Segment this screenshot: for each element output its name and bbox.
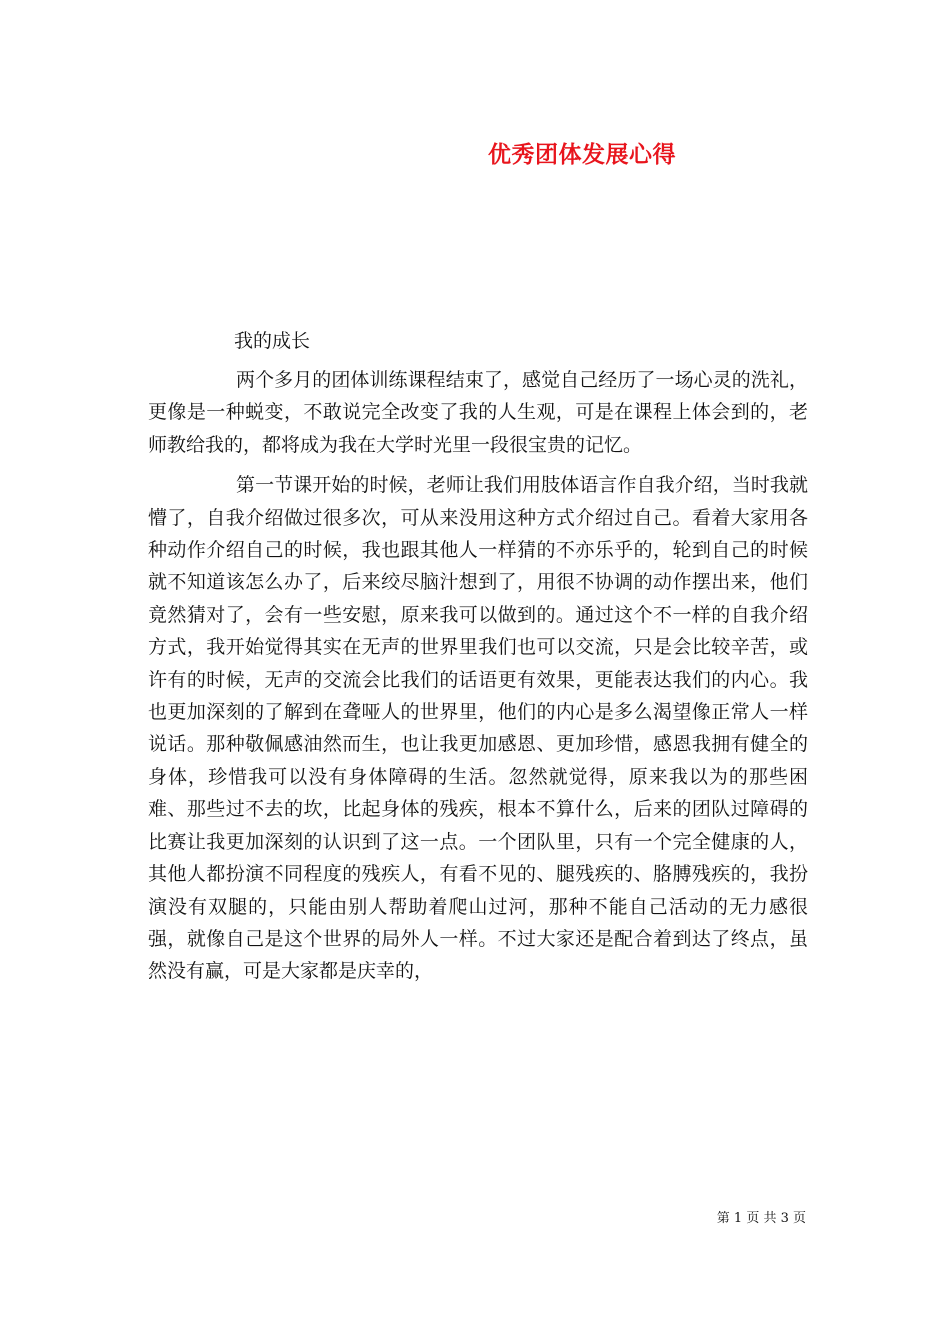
section-heading: 我的成长 — [234, 330, 311, 352]
paragraph-2: 第一节课开始的时候，老师让我们用肢体语言作自我介绍，当时我就懵了，自我介绍做过很多次，可从来没用这种方式介绍过自己。看着大家用各种动作介绍自己的时候，我也跟其他人一样猜的不亦乐乎的，轮到自己的时候就不知道该怎么办了，后来绞尽脑汁想到了，用很不协调的动作摆出来，他们竟然猜对了，会有一些安慰，原来我可以做到的。通过这个不一样的自我介绍方式，我开始觉得其实在无声的世界里我们也可以交流，只是会比较辛苦，或许有的时候，无声的交流会比我们的话语更有效果，更能表达我们的内心。我也更加深刻的了解到在聋哑人的世界里，他们的内心是多么渴望像正常人一样说话。那种敬佩感油然而生，也让我更加感恩、更加珍惜，感恩我拥有健全的身体，珍惜我可以没有身体障碍的生活。忽然就觉得，原来我以为的那些困难、那些过不去的坎，比起身体的残疾，根本不算什么，后来的团队过障碍的比赛让我更加深刻的认识到了这一点。一个团队里，只有一个完全健康的人，其他人都扮演不同程度的残疾人，有看不见的、腿残疾的、胳膊残疾的，我扮演没有双腿的，只能由别人帮助着爬山过河，那种不能自己活动的无力感很强，就像自己是这个世界的局外人一样。不过大家还是配合着到达了终点，虽然没有赢，可是大家都是庆幸的， — [148, 474, 808, 983]
body-text — [148, 364, 808, 988]
paragraph-1: 两个多月的团体训练课程结束了，感觉自己经历了一场心灵的洗礼，更像是一种蜕变，不敢说完全改变了我的人生观，可是在课程上体会到的，老师教给我的，都将成为我在大学时光里一段很宝贵的记忆。 — [148, 369, 808, 456]
document-title: 优秀团体发展心得 — [488, 141, 676, 168]
page-footer: 第 1 页 共 3 页 — [716, 1211, 806, 1226]
